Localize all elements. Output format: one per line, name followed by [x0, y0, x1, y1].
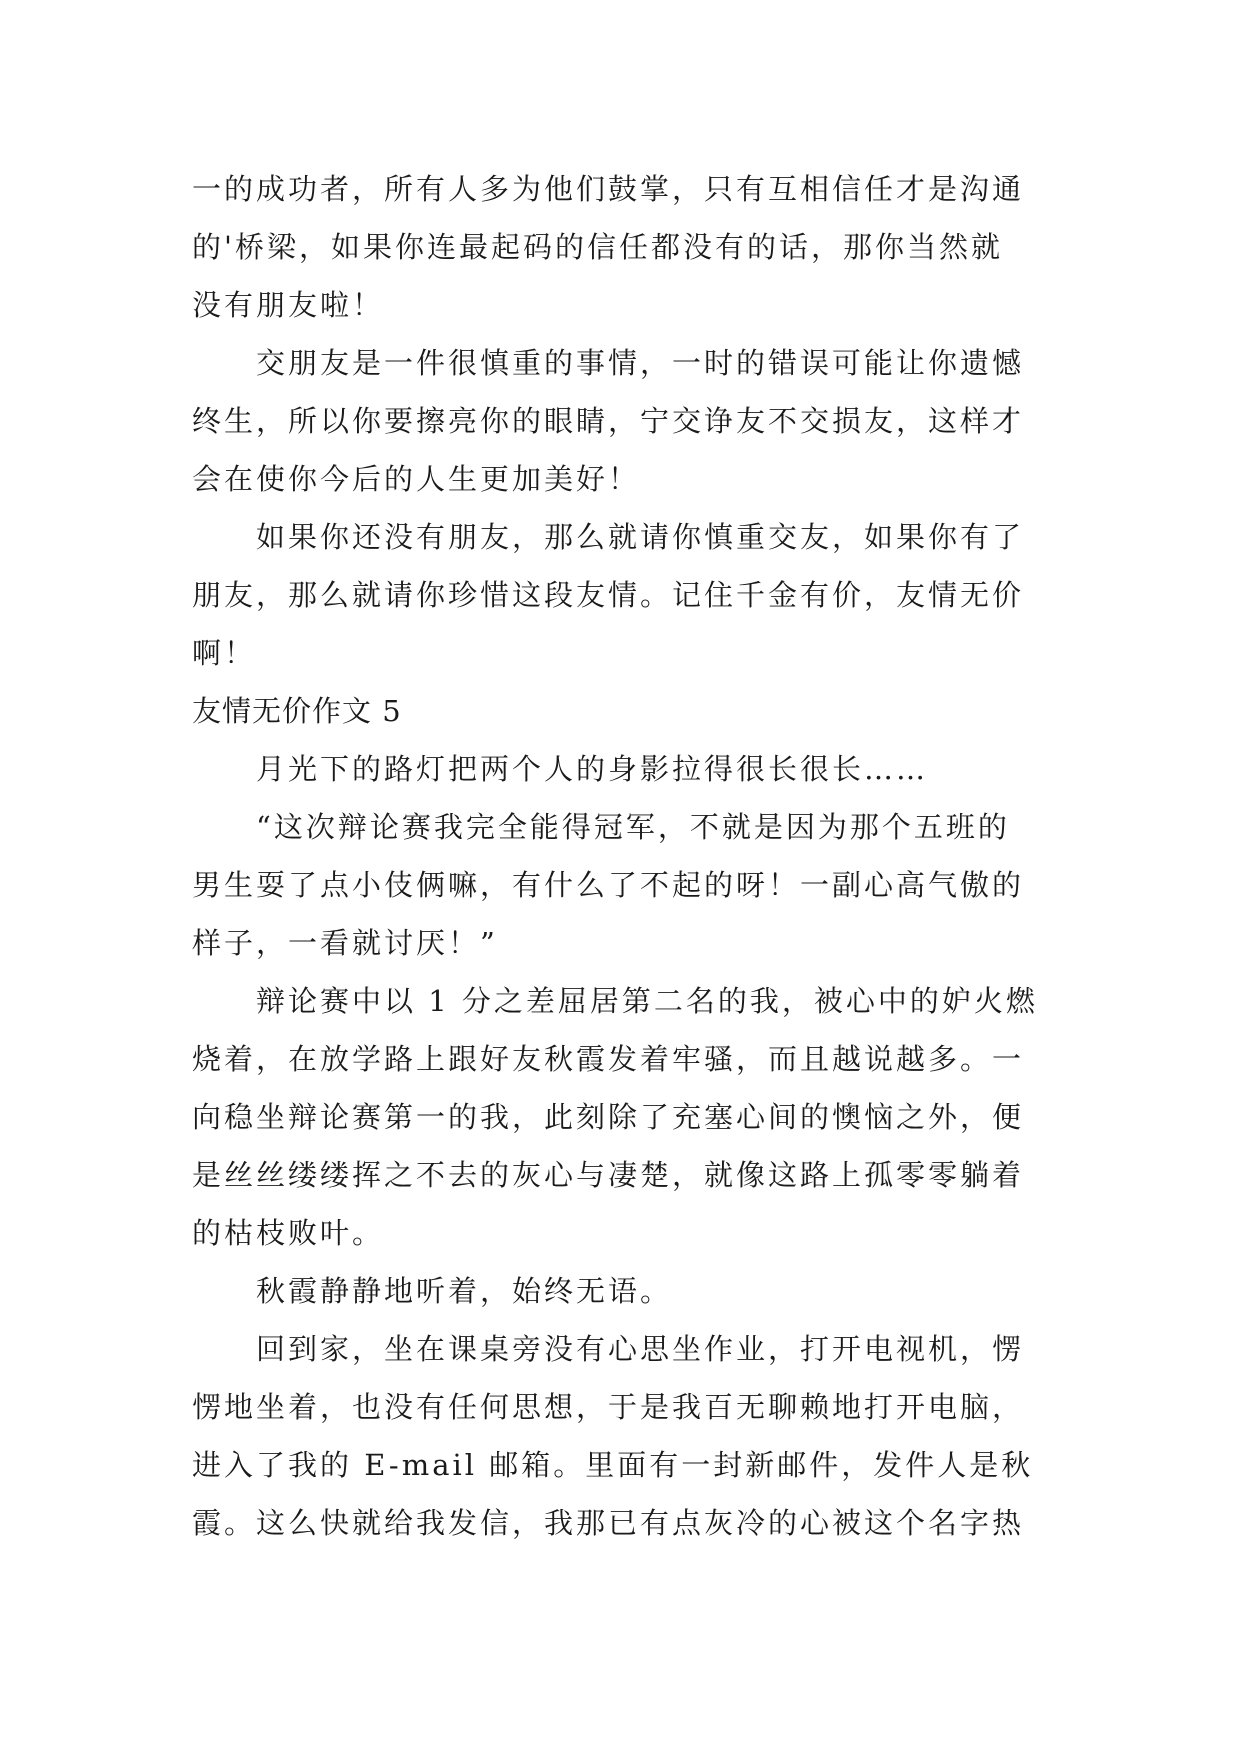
text-line: 烧着，在放学路上跟好友秋霞发着牢骚，而且越说越多。一 [192, 1042, 1025, 1076]
section-heading: 友情无价作文 5 [192, 694, 402, 728]
text-line: 是丝丝缕缕挥之不去的灰心与凄楚，就像这路上孤零零躺着 [192, 1158, 1025, 1192]
text-line: 愣地坐着，也没有任何思想，于是我百无聊赖地打开电脑， [192, 1390, 1025, 1424]
paragraph-start-line: 交朋友是一件很慎重的事情，一时的错误可能让你遗憾 [256, 346, 1025, 380]
text-line: 没有朋友啦！ [192, 288, 385, 322]
text-line: 男生耍了点小伎俩嘛，有什么了不起的呀！一副心高气傲的 [192, 868, 1025, 902]
text-line: 向稳坐辩论赛第一的我，此刻除了充塞心间的懊恼之外，便 [192, 1100, 1025, 1134]
text-line: 朋友，那么就请你珍惜这段友情。记住千金有价，友情无价 [192, 578, 1025, 612]
paragraph-start-line: 秋霞静静地听着，始终无语。 [256, 1274, 673, 1308]
document-page [192, 160, 1062, 1552]
paragraph-start-line: 月光下的路灯把两个人的身影拉得很长很长…… [256, 752, 929, 786]
text-line: 一的成功者，所有人多为他们鼓掌，只有互相信任才是沟通 [192, 172, 1025, 206]
text-line: 样子，一看就讨厌！” [192, 926, 498, 960]
paragraph-start-line: 回到家，坐在课桌旁没有心思坐作业，打开电视机，愣 [256, 1332, 1025, 1366]
text-line: 的枯枝败叶。 [192, 1216, 385, 1250]
text-line: 啊！ [192, 636, 257, 670]
paragraph-start-line: “这次辩论赛我完全能得冠军，不就是因为那个五班的 [256, 810, 1010, 844]
text-line: 会在使你今后的人生更加美好！ [192, 462, 641, 496]
paragraph-start-line: 如果你还没有朋友，那么就请你慎重交友，如果你有了 [256, 520, 1025, 554]
text-line: 的'桥梁，如果你连最起码的信任都没有的话，那你当然就 [192, 230, 1003, 264]
text-line: 霞。这么快就给我发信，我那已有点灰冷的心被这个名字热 [192, 1506, 1025, 1540]
text-line: 进入了我的 E-mail 邮箱。里面有一封新邮件，发件人是秋 [192, 1448, 1034, 1482]
text-line: 终生，所以你要擦亮你的眼睛，宁交诤友不交损友，这样才 [192, 404, 1025, 438]
paragraph-start-line: 辩论赛中以 1 分之差屈居第二名的我，被心中的妒火燃 [256, 984, 1038, 1018]
